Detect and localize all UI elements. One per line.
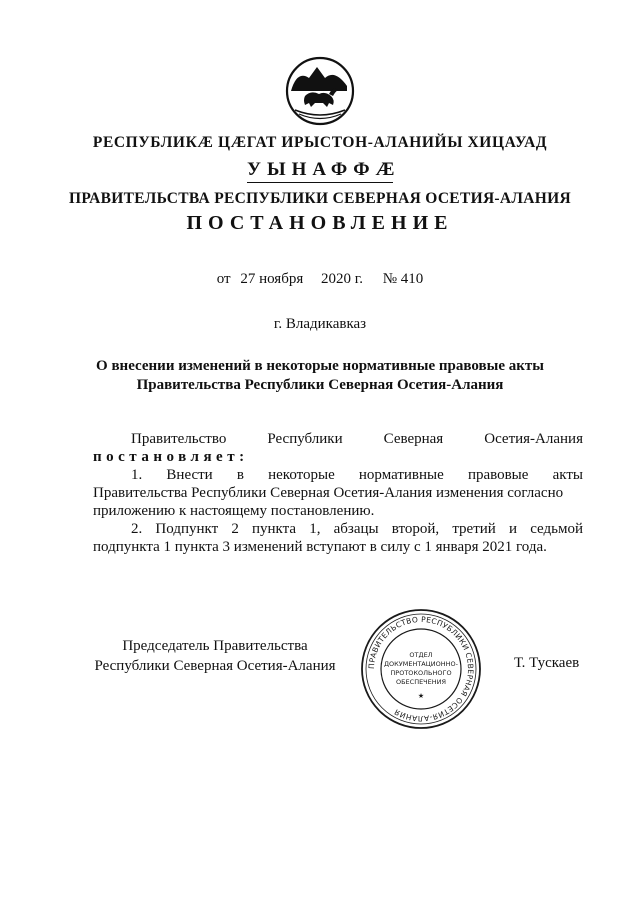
title-line-1: О внесении изменений в некоторые нормативные правовые акты <box>96 358 544 374</box>
intro-line <box>93 430 583 448</box>
official-stamp-icon <box>360 608 482 730</box>
signatory-position <box>90 636 340 676</box>
item-1-line-2: Правительства Республики Северная Осетия-Алания изменения согласно <box>93 485 564 501</box>
ossetian-document-type: УЫНАФФӔ <box>247 159 393 183</box>
item-word: и <box>509 521 518 537</box>
stamp-center-line: ДОКУМЕНТАЦИОННО- <box>383 660 459 668</box>
date-prefix: от <box>216 271 231 287</box>
intro-word: Осетия-Алания <box>484 431 583 447</box>
date: 27 ноября <box>240 271 304 287</box>
item-word: Подпункт <box>155 521 219 537</box>
item-1-line-3: приложению к настоящему постановлению. <box>93 503 375 519</box>
coat-of-arms-emblem-icon <box>285 56 355 126</box>
stamp-star-icon: ★ <box>417 692 425 700</box>
resolves-word: постановляет: <box>93 449 249 465</box>
item-2-line-1 <box>93 520 583 538</box>
item-word: 2. <box>131 521 143 537</box>
body-text <box>93 430 583 556</box>
item-word: 1, <box>309 521 321 537</box>
stamp-ring-text: ПРАВИТЕЛЬСТВО РЕСПУБЛИКИ СЕВЕРНАЯ ОСЕТИЯ-АЛАНИЯ <box>366 614 476 724</box>
city: г. Владикавказ <box>273 316 367 332</box>
document-type: ПОСТАНОВЛЕНИЕ <box>186 212 454 234</box>
year: 2020 г. <box>321 271 363 287</box>
item-word: 1. <box>131 467 143 483</box>
item-word: 2 <box>231 521 239 537</box>
item-word: Внести <box>166 467 213 483</box>
item-2-line-2: подпункта 1 пункта 3 изменений вступают в силу с 1 января 2021 года. <box>93 539 547 555</box>
item-word: пункта <box>252 521 297 537</box>
item-word: седьмой <box>530 521 583 537</box>
ossetian-government-line: РЕСПУБЛИКӔ ЦӔГАТ ИРЫСТОН-АЛАНИЙЫ ХИЦАУАД <box>92 134 548 151</box>
russian-government-line: ПРАВИТЕЛЬСТВА РЕСПУБЛИКИ СЕВЕРНАЯ ОСЕТИЯ-АЛАНИЯ <box>69 190 571 207</box>
stamp-center-line: ПРОТОКОЛЬНОГО <box>390 669 452 677</box>
item-word: абзацы <box>333 521 379 537</box>
intro-word: Северная <box>383 431 444 447</box>
document-title <box>0 357 640 395</box>
item-1-line-1 <box>93 466 583 484</box>
signatory-name: Т. Тускаев <box>514 655 580 671</box>
item-word: второй, <box>391 521 440 537</box>
item-word: третий <box>452 521 496 537</box>
item-word: некоторые <box>268 467 335 483</box>
item-word: правовые <box>467 467 529 483</box>
stamp-center-line: ОТДЕЛ <box>409 651 433 659</box>
item-word: в <box>236 467 244 483</box>
position-line-1: Председатель Правительства <box>122 638 308 654</box>
intro-word: Республики <box>267 431 343 447</box>
document-number: № 410 <box>382 271 424 287</box>
item-word: нормативные <box>358 467 444 483</box>
item-word: акты <box>552 467 583 483</box>
title-line-2: Правительства Республики Северная Осетия-Алания <box>136 377 504 393</box>
stamp-center-line: ОБЕСПЕЧЕНИЯ <box>395 678 447 686</box>
intro-word: Правительство <box>131 431 227 447</box>
position-line-2: Республики Северная Осетия-Алания <box>94 658 336 674</box>
date-number-line <box>0 271 640 288</box>
